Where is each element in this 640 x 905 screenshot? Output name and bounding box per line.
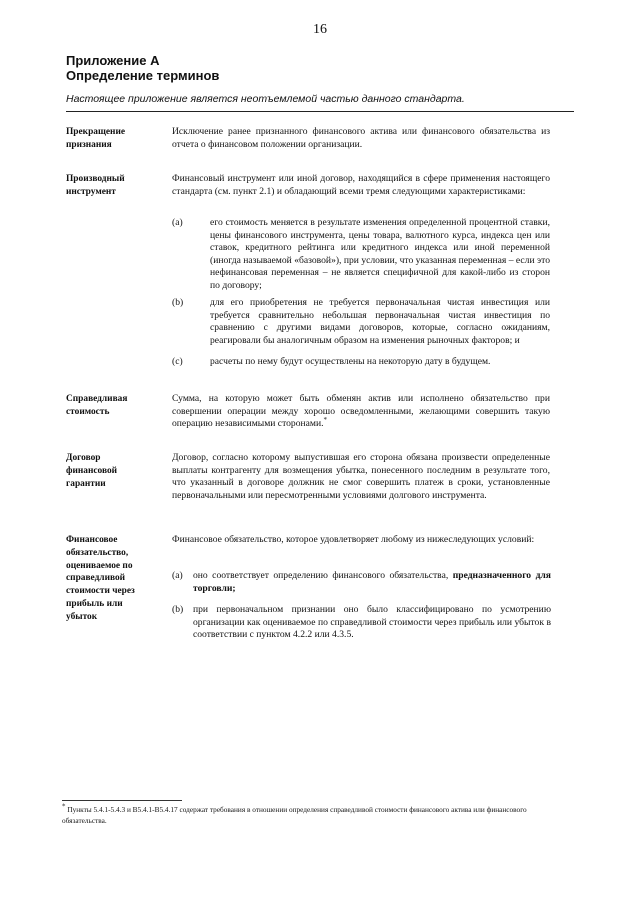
- fvtpl-item-b-mark: (b): [172, 604, 184, 615]
- appendix-intro: Настоящее приложение является неотъемлемой частью данного стандарта.: [66, 93, 465, 105]
- term-fvtpl-liability: Финансовое обязательство, оцениваемое по справедливой стоимости через прибыль или убыток: [66, 535, 135, 622]
- definition-derivative: Финансовый инструмент или иной договор, находящийся в сфере применения настоящего стандарта (см. пункт 2.1) и обладающий всеми тремя следующими характеристиками:: [172, 173, 550, 197]
- appendix-subtitle: Определение терминов: [66, 68, 220, 83]
- footnote-text: Пункты 5.4.1-5.4.3 и B5.4.1-B5.4.17 содержат требования в отношении определения справедливой стоимости финансового актива или финансового обязательства.: [62, 805, 527, 825]
- fvtpl-item-a-bold: предназначенного для торговли;: [193, 570, 551, 594]
- term-fair-value: Справедливая стоимость: [66, 394, 128, 417]
- derivative-item-b: для его приобретения не требуется первоначальная чистая инвестиция или требуется сравнительно небольшая первоначальная чистая инвестиция по сравнению с другими видами договоров, которые, согласно ожиданиям, реагировали бы аналогичным образом на изменения рыночных факторов; и: [210, 297, 550, 346]
- term-derecognition: Прекращение признания: [66, 127, 126, 150]
- page-number: 16: [313, 22, 327, 37]
- fvtpl-item-b: при первоначальном признании оно было классифицировано по усмотрению организации как оцениваемое по справедливой стоимости через прибыль или убыток в соответствии с пунктом 4.2.2 или 4.3.5.: [193, 604, 551, 641]
- fvtpl-item-a-text: оно соответствует определению финансового обязательства,: [193, 570, 453, 581]
- definition-fvtpl-liability: Финансовое обязательство, которое удовлетворяет любому из нижеследующих условий:: [172, 534, 535, 545]
- heading-divider: [66, 111, 574, 112]
- footnote-reference: *: [323, 416, 328, 424]
- derivative-item-b-mark: (b): [172, 297, 184, 308]
- footnote-mark: *: [62, 802, 66, 811]
- fvtpl-item-a-mark: (a): [172, 570, 183, 581]
- term-financial-guarantee: Договор финансовой гарантии: [66, 453, 118, 489]
- definition-financial-guarantee: Договор, согласно которому выпустившая его сторона обязана произвести определенные выплаты контрагенту для возмещения убытка, понесенного последним в результате того, что указанный в договоре должник не смог совершить платеж в сроки, установленные первоначальными или пересмотренными условиями долгового инструмента.: [172, 452, 550, 501]
- appendix-title: Приложение А: [66, 53, 160, 68]
- footnote-divider: [62, 800, 182, 801]
- derivative-item-c-mark: (c): [172, 356, 183, 367]
- fair-value-text: Сумма, на которую может быть обменян актив или исполнено обязательство при совершении операции между хорошо осведомленными, желающими совершить такую операцию независимыми сторонами.: [172, 393, 550, 430]
- footnote: [62, 804, 562, 826]
- derivative-item-a-mark: (a): [172, 217, 183, 228]
- fvtpl-item-a: [193, 570, 551, 595]
- derivative-item-a: его стоимость меняется в результате изменения определенной процентной ставки, цены финансового инструмента, цены товара, валютного курса, индекса цен или ставок, кредитного рейтинга или кредитного индекса или иной переменной (иногда называемой «базовой»), при условии, что указанная переменная – если это нефинансовая переменная – не является специфичной для какой-либо из сторон по договору;: [210, 217, 550, 291]
- term-derivative: Производный инструмент: [66, 174, 125, 197]
- definition-fair-value: [172, 393, 550, 431]
- definition-derecognition: Исключение ранее признанного финансового актива или финансового обязательства из отчета о финансовом положении организации.: [172, 126, 550, 150]
- derivative-item-c: расчеты по нему будут осуществлены на некоторую дату в будущем.: [210, 356, 491, 367]
